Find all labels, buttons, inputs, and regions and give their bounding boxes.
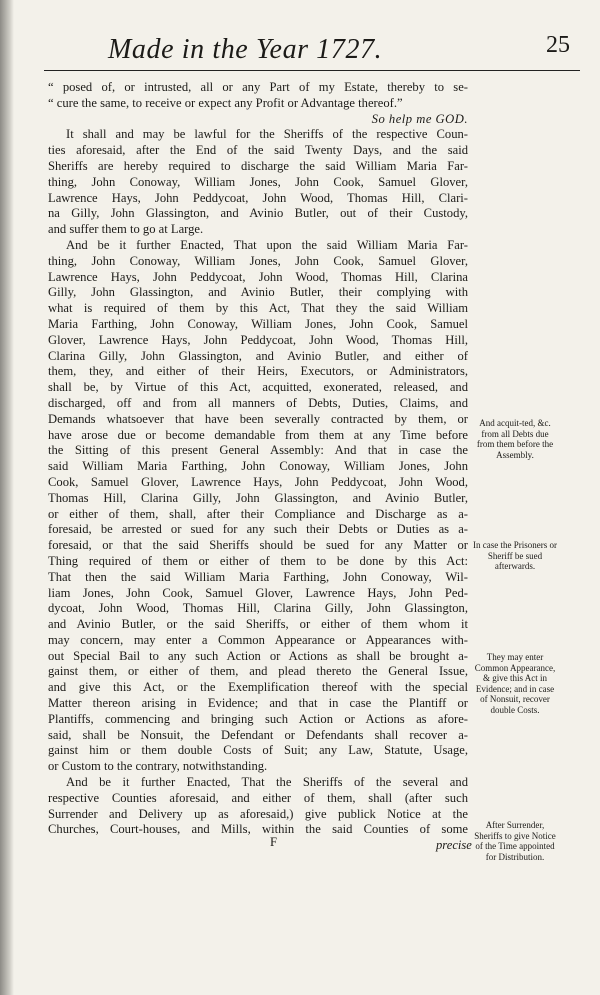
text-line: liam Jones, John Cook, Samuel Glover, Lawrence Hays, John Ped- bbox=[48, 585, 468, 600]
text-line: shall be, by Virtue of this Act, acquitted, exonerated, released, and bbox=[48, 380, 468, 395]
margin-note-acquittal: And acquit-ted, &c. from all Debts due from them before the Assembly. bbox=[476, 418, 554, 460]
margin-note-arrest: In case the Prisoners or Sheriff be sued afterwards. bbox=[473, 540, 557, 571]
text-line: Glover, Lawrence Hays, John Peddycoat, John Wood, Thomas Hill, bbox=[48, 332, 468, 347]
margin-note-appearance: They may enter Common Appearance, & give this Act in Evidence; and in case of Nonsuit, recover double Costs. bbox=[474, 652, 556, 715]
text-line: and give this Act, or the Exemplification thereof with the special bbox=[48, 680, 468, 695]
text-line: Clarina Gilly, John Glassington, and Avinio Butler, and either of bbox=[48, 348, 468, 363]
text-line: Churches, Court-houses, and Mills, within the said Counties of some bbox=[48, 822, 468, 837]
text-line: Cook, Samuel Glover, Lawrence Hays, John Peddycoat, John Wood, bbox=[48, 474, 468, 489]
text-line: na Gilly, John Glassington, and Avinio Butler, out of their Custody, bbox=[48, 206, 468, 221]
text-line: Matter thereon arising in Evidence; and that in case the Plantiff or bbox=[48, 696, 468, 711]
text-line: what is required of them by this Act, That they the said William bbox=[48, 301, 468, 316]
text-line: thing, John Conoway, William Jones, John Cook, Samuel Glover, bbox=[48, 253, 468, 268]
text-line: and suffer them to go at Large. bbox=[48, 222, 204, 237]
text-line: them, they, and either of their Heirs, Executors, or Administrators, bbox=[48, 364, 468, 379]
text-line: thing, John Conoway, William Jones, John Cook, Samuel Glover, bbox=[48, 174, 468, 189]
oath-closing: So help me GOD. bbox=[371, 111, 468, 126]
text-line: out Special Bail to any such Action or Actions as shall be brought a- bbox=[48, 648, 468, 663]
text-line: And be it further Enacted, That upon the said William Maria Far- bbox=[66, 237, 468, 252]
text-line: discharged, off and from all manners of Debts, Duties, Claims, and bbox=[48, 395, 468, 410]
header-rule bbox=[44, 70, 580, 71]
text-line: And be it further Enacted, That the Sheriffs of the several and bbox=[66, 775, 468, 790]
page-footer bbox=[48, 835, 472, 856]
scan-shadow-edge bbox=[0, 0, 14, 995]
paragraph-discharge bbox=[48, 127, 468, 238]
text-line: or Custom to the contrary, notwithstanding. bbox=[48, 759, 268, 774]
running-title: Made in the Year 1727. bbox=[108, 34, 383, 65]
text-line: gainst him or them double Costs of Suit; any Law, Statute, Usage, bbox=[48, 743, 468, 758]
text-line: foresaid, be arrested or sued for any such their Debts or Duties as a- bbox=[48, 522, 468, 537]
text-line: Sheriffs are hereby required to discharge the said William Maria Far- bbox=[48, 158, 468, 173]
text-line: gainst them, or either of them, and plead thereto the General Issue, bbox=[48, 664, 468, 679]
quote-line: “ posed of, or intrusted, all or any Part of my Estate, thereby to se- bbox=[48, 80, 468, 94]
text-line: respective Counties aforesaid, and either of them, shall (after such bbox=[48, 790, 468, 805]
text-line: foresaid, or that the said Sheriffs should be sued for any Matter or bbox=[48, 538, 468, 553]
text-line: ties aforesaid, after the End of the said Twenty Days, and the said bbox=[48, 143, 468, 158]
text-line: Gilly, John Glassington, and Avinio Butler, their complying with bbox=[48, 285, 468, 300]
text-line: may concern, may enter a Common Appearance or Appearances with- bbox=[48, 632, 468, 647]
text-line: the Sitting of this present General Assembly: And that in case the bbox=[48, 443, 468, 458]
catchword: precise bbox=[436, 838, 472, 853]
page-number: 25 bbox=[546, 32, 570, 58]
text-line: have arose due or become demandable from them at any Time before bbox=[48, 427, 468, 442]
text-line: dycoat, John Wood, Thomas Hill, Clarina Gilly, John Glassington, bbox=[48, 601, 468, 616]
text-line: Plantiffs, commencing and bringing such Action or Actions as afore- bbox=[48, 711, 468, 726]
text-line: That then the said William Maria Farthing, John Conoway, Wil- bbox=[48, 569, 468, 584]
text-line: Maria Farthing, John Conoway, William Jones, John Cook, Samuel bbox=[48, 316, 468, 331]
text-line: Thing required of them or either of them to be done by this Act: bbox=[48, 553, 468, 568]
text-line: Lawrence Hays, John Peddycoat, John Wood, Thomas Hill, Clari- bbox=[48, 190, 468, 205]
page-header bbox=[44, 30, 576, 70]
text-line: or either of them, shall, after their Compliance and Discharge as a- bbox=[48, 506, 468, 521]
margin-note-surrender: After Surrender, Sheriffs to give Notice of the Time appointed for Distribution. bbox=[474, 820, 556, 862]
body-text bbox=[48, 80, 472, 856]
signature-mark: F bbox=[270, 835, 278, 850]
oath-quote bbox=[48, 80, 468, 112]
text-line: Thomas Hill, Clarina Gilly, John Glassington, and Avinio Butler, bbox=[48, 490, 468, 505]
paragraph-notice bbox=[48, 775, 468, 838]
text-line: and Avinio Butler, or the said Sheriffs, or either of them whom it bbox=[48, 617, 468, 632]
paragraph-acquittal bbox=[48, 238, 468, 775]
text-line: It shall and may be lawful for the Sheriffs of the respective Coun- bbox=[66, 127, 468, 142]
text-line: Demands whatsoever that have been severally contracted by them, or bbox=[48, 411, 468, 426]
quote-line: “ cure the same, to receive or expect any Profit or Advantage thereof.” bbox=[48, 95, 403, 110]
text-line: said William Maria Farthing, John Conoway, William Jones, John bbox=[48, 459, 468, 474]
text-line: said, shall be Nonsuit, the Defendant or Defendants shall recover a- bbox=[48, 727, 468, 742]
text-line: Surrender and Delivery up as aforesaid,) give publick Notice at the bbox=[48, 806, 468, 821]
text-line: Lawrence Hays, John Peddycoat, John Wood, Thomas Hill, Clarina bbox=[48, 269, 468, 284]
